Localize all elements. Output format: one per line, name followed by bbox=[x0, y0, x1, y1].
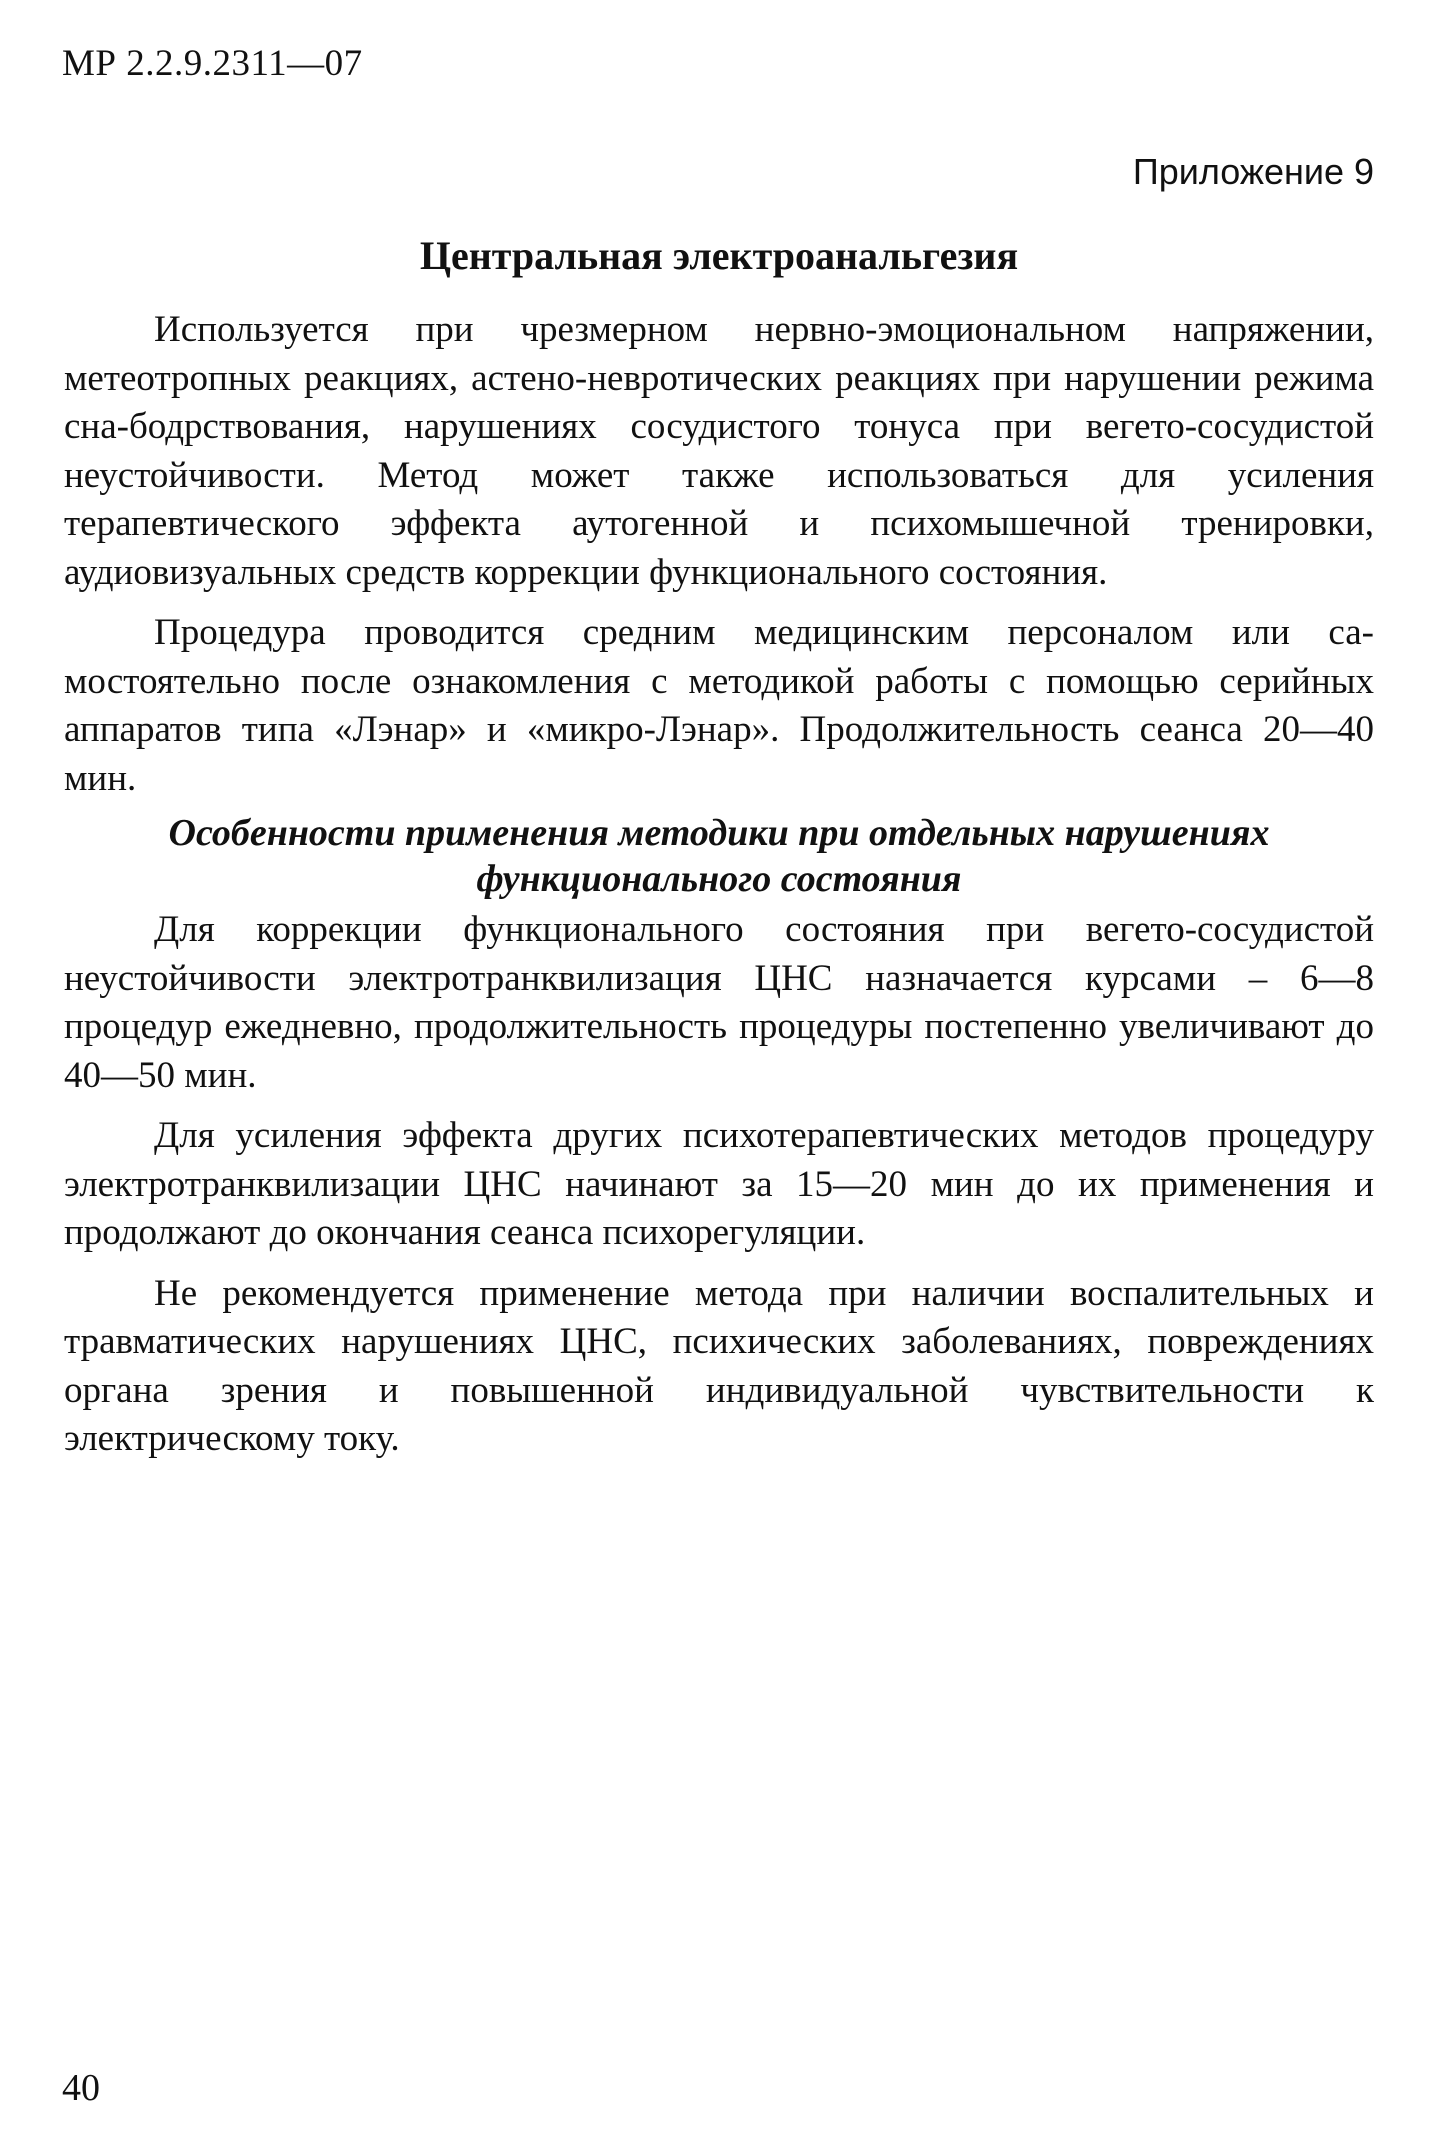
section-intro bbox=[64, 306, 1374, 803]
paragraph-enhancement: Для усиления эффекта других психотерапевтических методов процедуру электротранквилизации ЦНС начинают за 15—20 мин до их применения и продолжают до окончания сеанса психорегуляции. bbox=[64, 1115, 1374, 1253]
page-number: 40 bbox=[62, 2067, 100, 2109]
paragraph-usage: Используется при чрезмерном нервно-эмоциональном напряжении, метеотропных реакциях, астено-невротических реакциях при нарушении режима сна-бодрствования, нарушениях сосудистого тонуса при вегето-сосудистой неустойчивости. Метод может также использоваться для усиления терапевтического эффекта аутогенной и психомышечной тренировки, аудиовизуальных средств коррекции функционального состояния. bbox=[64, 309, 1374, 593]
page-title: Центральная электроанальгезия bbox=[419, 233, 1019, 278]
document-code: МР 2.2.9.2311—07 bbox=[62, 43, 363, 84]
section-subheading: Особенности применения методики при отдельных нарушениях функционального состояния bbox=[168, 812, 1270, 900]
paragraph-contraindications: Не рекомендуется применение метода при наличии воспалительных и травматических нарушениях ЦНС, психических заболеваниях, повреждениях органа зрения и повышенной индивидуальной чувствительности к электрическому току. bbox=[64, 1272, 1374, 1459]
section-features bbox=[64, 906, 1374, 1464]
paragraph-procedure: Процедура проводится средним медицинским персоналом или самостоятельно после ознакомления с методикой работы с помощью серийных аппаратов типа «Лэнар» и «микро-Лэнар». Продолжительность сеанса 20—40 мин. bbox=[64, 612, 1374, 799]
paragraph-correction: Для коррекции функционального состояния при вегето-сосудистой неустойчивости электротранквилизация ЦНС назначается курсами – 6—8 процедур ежедневно, продолжительность процедуры постепенно увеличивают до 40—50 мин. bbox=[64, 909, 1374, 1096]
appendix-label: Приложение 9 bbox=[1132, 151, 1374, 192]
